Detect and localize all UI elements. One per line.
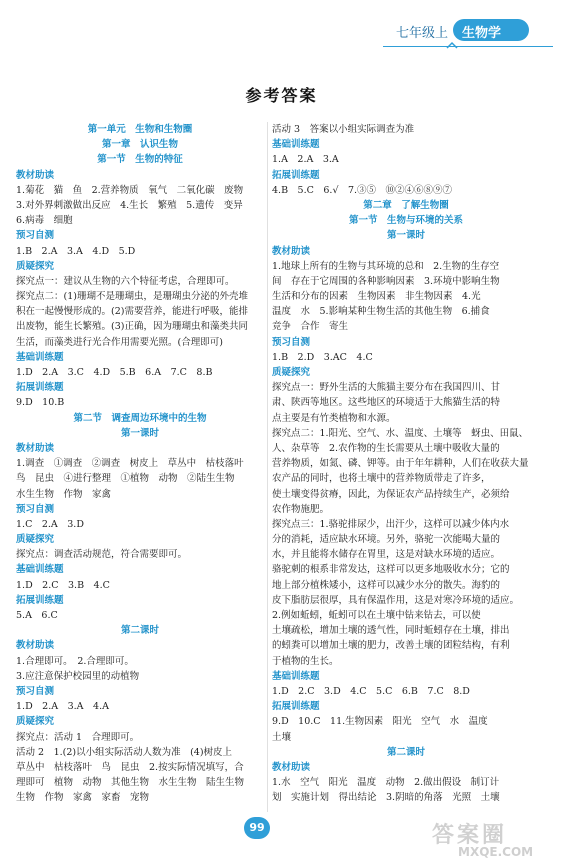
answer-line: 1.地球上所有的生物与其环境的总和 2.生物的生存空 [272,260,500,272]
section-heading: 教材助读 [272,761,311,773]
answer-line: 的蚓粪可以增加土壤的肥力，改善土壤的团粒结构，有利 [272,640,510,652]
grade-label: 七年级上 [396,26,449,41]
answer-line: 农产品的同时，也将土壤中的营养物质带走了许多， [272,473,491,485]
section-heading: 教材助读 [16,442,55,454]
answer-line: 理即可 植物 动物 其他生物 水生生物 陆生生物 [16,777,245,789]
page-title: 参考答案 [245,86,318,105]
answer-line: 水，并且能将水储存在胃里，这是对缺水环境的适应。 [272,549,501,561]
answer-line: 竞争 合作 寄生 [272,321,349,333]
answer-line: 生活，而藻类进行光合作用需要光照。(合理即可) [16,336,223,348]
answer-line: 于植物的生长。 [272,655,339,667]
answer-line: 活动 2 1.(2)以小组实际活动人数为准 (4)树皮上 [16,746,233,758]
answer-line: 探究点二：1.阳光、空气、水、温度、土壤等 蚜虫、田鼠、 [272,427,529,439]
answer-line: 生活和分布的因素 生物因素 非生物因素 4.光 [272,291,481,303]
chapter-heading: 第二课时 [386,746,425,758]
section-heading: 基础训练题 [272,670,320,682]
column-divider [267,122,268,812]
chapter-heading: 第一节 生物与环境的关系 [348,215,463,227]
answer-line: 点主要是有竹类植物和水源。 [272,412,396,424]
section-heading: 预习自测 [16,503,55,515]
answer-line: 1.B 2.D 3.AC 4.C [272,351,373,363]
watermark-logo: 答案圈 [432,823,508,848]
answer-line: 探究点：活动 1 合理即可。 [16,731,140,743]
answer-line: 肃、陕西等地区。这些地区的环境适于大熊猫生活的特 [272,397,501,409]
answer-line: 营养物质，如氮、磷、钾等。由于年年耕种，人们在收获大量 [272,458,529,470]
answer-line: 2.例如蚯蚓，蚯蚓可以在土壤中钻来钻去，可以使 [272,610,481,621]
section-heading: 基础训练题 [16,351,64,363]
answer-line: 探究点：调查活动规范，符合需要即可。 [16,549,188,561]
right-column [272,122,540,805]
section-heading: 质疑探究 [16,716,55,728]
answer-line: 5.A 6.C [16,610,58,621]
answer-line: 1.水 空气 阳光 温度 动物 2.做出假设 制订计 [272,777,500,789]
answer-line: 间 存在于它周围的各种影响因素 3.环境中影响生物 [272,275,500,287]
answer-line: 9.D 10.B [16,397,65,409]
answer-line: 3.对外界刺激做出反应 4.生长 繁殖 5.遗传 变异 [16,199,243,211]
answer-line: 1.合理即可。 2.合理即可。 [16,655,134,667]
section-heading: 教材助读 [16,640,55,652]
answer-line: 生物 作物 家禽 家畜 宠物 [16,792,150,804]
page-header [0,12,563,52]
answer-line: 探究点二：(1)珊瑚不是珊瑚虫，是珊瑚虫分泌的外壳堆 [16,291,248,303]
chapter-heading: 第一课时 [386,230,425,242]
section-heading: 质疑探究 [272,367,311,378]
answer-line: 1.D 2.A 3.C 4.D 5.B 6.A 7.C 8.B [16,367,213,378]
section-heading: 基础训练题 [16,564,64,576]
section-heading: 质疑探究 [16,260,55,272]
answer-line: 积在一起慢慢形成的。(2)需要营养，能进行呼吸，能排 [16,306,248,318]
answer-line: 1.调查 ①调查 ②调查 树皮上 草丛中 枯枝落叶 [16,458,244,470]
answer-line: 皮下脂肪层很厚，具有保温作用，这是对寒冷环境的适应。 [272,594,520,606]
chapter-heading: 第一章 认识生物 [101,139,178,151]
answer-line: 骆驼刺的根系非常发达，这样可以更多地吸收水分；它的 [272,564,510,576]
answer-line: 地上部分植株矮小，这样可以减少水分的散失。海豹的 [272,579,501,591]
answer-line: 1.D 2.A 3.A 4.A [16,701,109,713]
answer-line: 探究点一：建议从生物的六个特征考虑，合理即可。 [16,275,235,287]
answer-line: 1.C 2.A 3.D [16,518,84,530]
answer-line: 出废物，能生长繁殖。(3)正确，因为珊瑚虫和藻类共同 [16,321,248,333]
answer-line: 鸟 昆虫 ④进行整理 ①植物 动物 ②陆生生物 [16,473,235,485]
section-heading: 拓展训练题 [272,169,320,181]
answer-line: 活动 3 答案以小组实际调查为准 [272,124,415,135]
answer-line: 人、杂草等 2.农作物的生长需要从土壤中吸收大量的 [272,442,500,454]
answer-line: 1.A 2.A 3.A [272,154,339,166]
chapter-heading: 第二章 了解生物圈 [363,199,449,211]
answer-line: 分的消耗，适应缺水环境。另外，骆驼一次能喝大量的 [272,534,501,546]
subject-label: 生物学 [462,26,502,41]
header-rule [383,46,553,47]
answer-line: 1.B 2.A 3.A 4.D 5.D [16,245,136,257]
chapter-heading: 第二节 调查周边环境中的生物 [73,412,207,424]
answer-line: 探究点三：1.骆驼排尿少，出汗少，这样可以减少体内水 [272,518,510,530]
page-number: 99 [244,817,270,839]
chapter-heading: 第一单元 生物和生物圈 [87,124,193,135]
answer-line: 探究点一：野外生活的大熊猫主要分布在我国四川、甘 [272,382,501,394]
answer-line: 土壤疏松，增加土壤的透气性，同时蚯蚓存在土壤，排出 [272,625,510,637]
section-heading: 教材助读 [16,169,55,181]
section-heading: 基础训练题 [272,139,320,151]
answer-line: 9.D 10.C 11.生物因素 阳光 空气 水 温度 [272,716,488,728]
section-heading: 拓展训练题 [16,382,64,394]
section-heading: 预习自测 [272,336,311,348]
chapter-heading: 第一课时 [120,427,159,439]
answer-line: 1.D 2.C 3.D 4.C 5.C 6.B 7.C 8.D [272,685,470,697]
answer-line: 土壤 [272,731,292,743]
answer-line: 使土壤变得贫瘠，因此，为保证农产品持续生产，必须给 [272,488,510,500]
chapter-heading: 第一节 生物的特征 [97,154,183,166]
section-heading: 拓展训练题 [16,594,64,606]
section-heading: 质疑探究 [16,534,55,546]
watermark-url: MXQE.COM [458,845,534,859]
caret-icon [446,39,458,51]
answer-line: 1.D 2.C 3.B 4.C [16,579,110,591]
answer-line: 3.应注意保护校园里的动植物 [16,670,140,682]
answer-line: 划 实施计划 得出结论 3.阴暗的角落 光照 土壤 [272,792,500,804]
chapter-heading: 第二课时 [120,625,159,637]
left-column [16,122,264,805]
answer-line: 1.菊花 猫 鱼 2.营养物质 氧气 二氧化碳 废物 [16,184,244,196]
answer-line: 6.病毒 细胞 [16,215,73,227]
section-heading: 拓展训练题 [272,701,320,713]
answer-line: 水生生物 作物 家禽 [16,488,112,500]
section-heading: 教材助读 [272,245,311,257]
answer-line: 温度 水 5.影响某种生物生活的其他生物 6.捕食 [272,306,490,318]
section-heading: 预习自测 [16,230,55,242]
answer-line: 草丛中 枯枝落叶 鸟 昆虫 2.按实际情况填写，合 [16,761,244,773]
section-heading: 预习自测 [16,685,55,697]
answer-line: 4.B 5.C 6.√ 7.③⑤ ⑩②④⑥⑧⑨⑦ [272,184,453,196]
answer-line: 农作物施肥。 [272,503,330,515]
